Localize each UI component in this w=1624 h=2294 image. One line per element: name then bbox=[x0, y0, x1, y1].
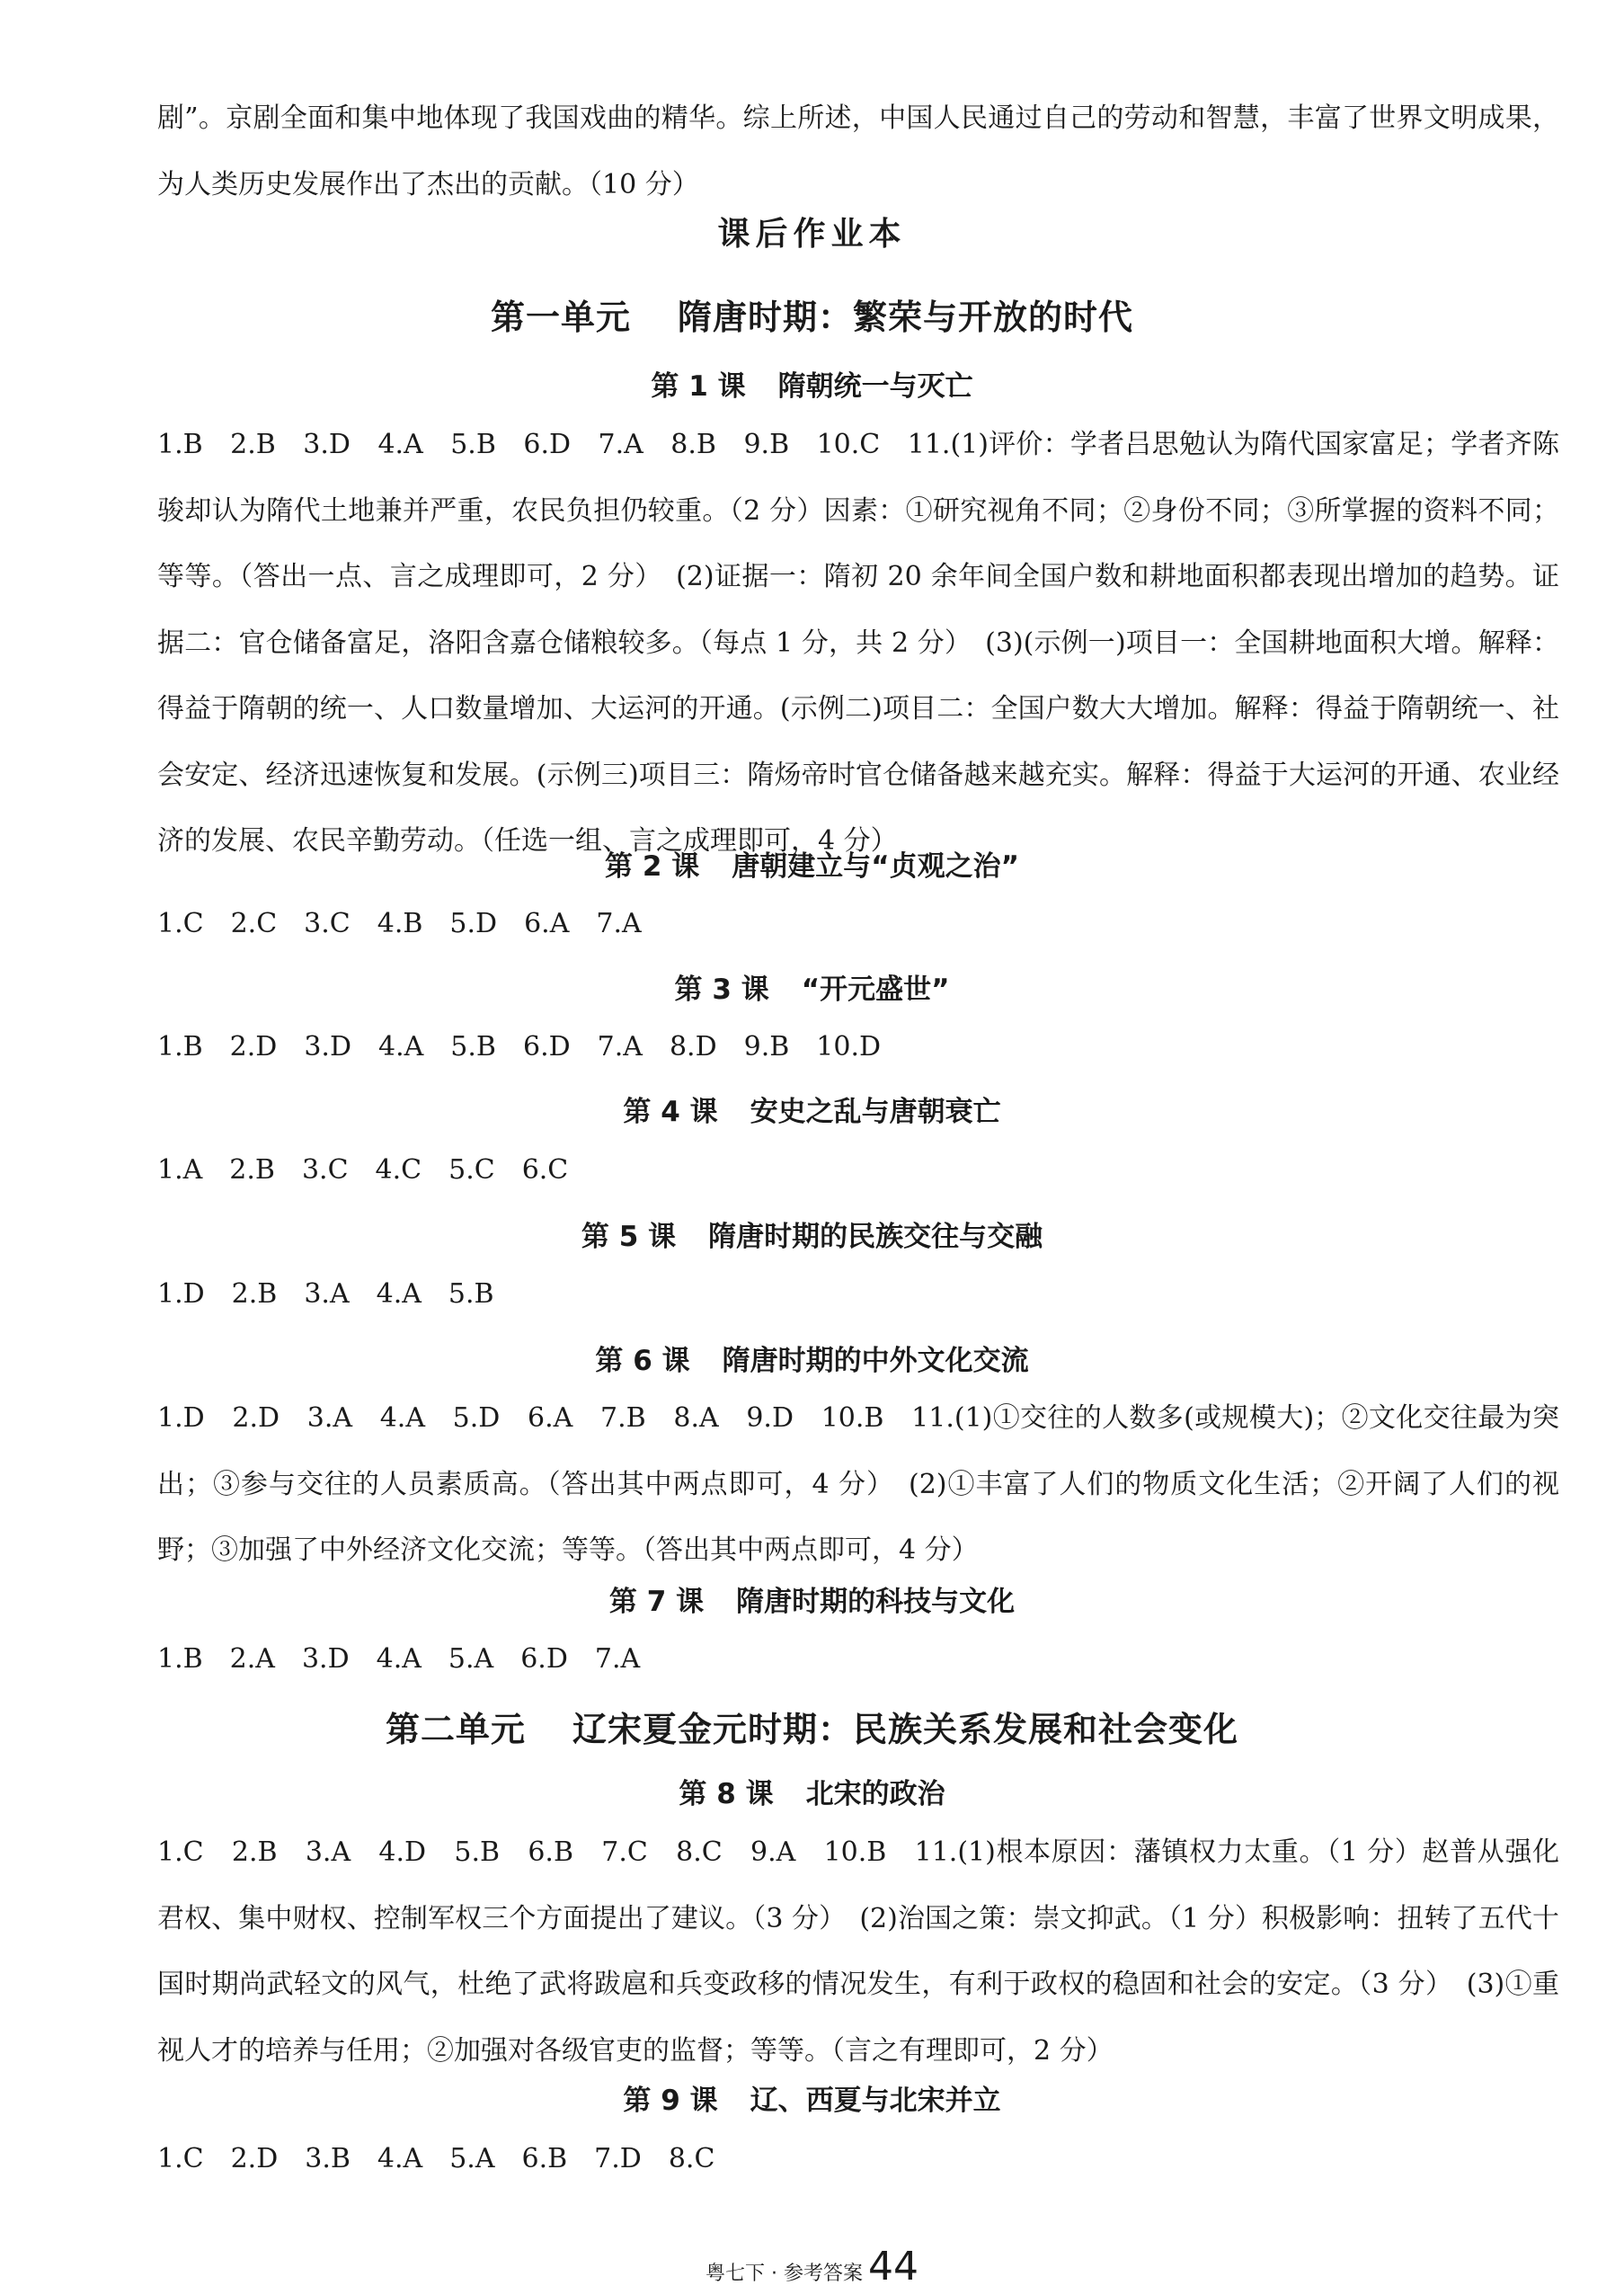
unit-2-title bbox=[0, 1702, 1624, 1751]
lesson-9-answers: 1.C 2.D 3.B 4.A 5.A 6.B 7.D 8.C bbox=[157, 2143, 715, 2174]
lesson-6-heading bbox=[0, 1338, 1624, 1378]
lesson-7-heading bbox=[0, 1578, 1624, 1619]
lesson-6-title: 隋唐时期的中外文化交流 bbox=[722, 1345, 1029, 1377]
lesson-6-number: 第 6 课 bbox=[595, 1345, 690, 1377]
lesson-5-title: 隋唐时期的民族交往与交融 bbox=[708, 1221, 1043, 1253]
lesson-8-answers: 1.C 2.B 3.A 4.D 5.B 6.B 7.C 8.C 9.A 10.B 11.(1)根本原因：藩镇权力太重。（1 分）赵普从强化君权、集中财权、控制军权三个方面提出了建议。（3 分） (2)治国之策：崇文抑武。（1 分）积极影响：扭转了五代十国时期尚武轻文的风气，杜绝了武将跋扈和兵变政移的情况发生，有利于政权的稳固和社会的安定。（3 分） (3)①重视人才的培养与任用；②加强对各级官吏的监督；等等。（言之有理即可，2 分） bbox=[157, 1836, 1559, 2067]
lesson-9-number: 第 9 课 bbox=[623, 2085, 718, 2117]
lesson-7-title: 隋唐时期的科技与文化 bbox=[736, 1586, 1016, 1618]
lesson-9-title: 辽、西夏与北宋并立 bbox=[750, 2085, 1001, 2117]
lesson-3-number: 第 3 课 bbox=[674, 974, 769, 1006]
lesson-1-number: 第 1 课 bbox=[651, 370, 746, 403]
lesson-3-answers: 1.B 2.D 3.D 4.A 5.B 6.D 7.A 8.D 9.B 10.D bbox=[157, 1031, 882, 1063]
lesson-4-heading bbox=[0, 1089, 1624, 1129]
lesson-8-heading bbox=[0, 1771, 1624, 1811]
page-footer bbox=[0, 2244, 1624, 2290]
lesson-1-heading bbox=[0, 363, 1624, 404]
intro-paragraph: 剧”。京剧全面和集中地体现了我国戏曲的精华。综上所述，中国人民通过自己的劳动和智慧，丰富了世界文明成果，为人类历史发展作出了杰出的贡献。（10 分） bbox=[157, 102, 1559, 200]
unit-1-prefix: 第一单元 bbox=[490, 298, 631, 337]
lesson-2-answers: 1.C 2.C 3.C 4.B 5.D 6.A 7.A bbox=[157, 908, 642, 939]
lesson-8-number: 第 8 课 bbox=[679, 1778, 774, 1810]
unit-2-name: 辽宋夏金元时期：民族关系发展和社会变化 bbox=[572, 1710, 1239, 1749]
lesson-1-answers: 1.B 2.B 3.D 4.A 5.B 6.D 7.A 8.B 9.B 10.C 11.(1)评价：学者吕思勉认为隋代国家富足；学者齐陈骏却认为隋代土地兼并严重，农民负担仍较重。（2 分）因素：①研究视角不同；②身份不同；③所掌握的资料不同；等等。（答出一点、言之成理即可，2 分） (2)证据一：隋初 20 余年间全国户数和耕地面积都表现出增加的趋势。证据二：官仓储备富足，洛阳含嘉仓储粮较多。（每点 1 分，共 2 分） (3)(示例一)项目一：全国耕地面积大增。解释：得益于隋朝的统一、人口数量增加、大运河的开通。(示例二)项目二：全国户数大大增加。解释：得益于隋朝统一、社会安定、经济迅速恢复和发展。(示例三)项目三：隋炀帝时官仓储备越来越充实。解释：得益于大运河的开通、农业经济的发展、农民辛勤劳动。（任选一组、言之成理即可，4 分） bbox=[157, 429, 1559, 857]
lesson-4-title: 安史之乱与唐朝衰亡 bbox=[750, 1096, 1001, 1128]
lesson-1-title: 隋朝统一与灭亡 bbox=[777, 370, 973, 403]
lesson-5-heading bbox=[0, 1214, 1624, 1254]
section-title: 课后作业本 bbox=[717, 216, 907, 253]
lesson-6-answers: 1.D 2.D 3.A 4.A 5.D 6.A 7.B 8.A 9.D 10.B 11.(1)①交往的人数多(或规模大)；②文化交往最为突出；③参与交往的人员素质高。（答出其中两点即可，4 分） (2)①丰富了人们的物质文化生活；②开阔了人们的视野；③加强了中外经济文化交流；等等。（答出其中两点即可，4 分） bbox=[157, 1402, 1559, 1566]
lesson-3-title: “开元盛世” bbox=[801, 974, 950, 1006]
lesson-5-answers: 1.D 2.B 3.A 4.A 5.B bbox=[157, 1278, 494, 1310]
unit-2-prefix: 第二单元 bbox=[385, 1710, 526, 1749]
lesson-3-heading bbox=[0, 966, 1624, 1007]
lesson-9-heading bbox=[0, 2077, 1624, 2118]
unit-1-name: 隋唐时期：繁荣与开放的时代 bbox=[678, 298, 1134, 337]
lesson-7-answers: 1.B 2.A 3.D 4.A 5.A 6.D 7.A bbox=[157, 1643, 641, 1675]
lesson-5-number: 第 5 课 bbox=[581, 1221, 677, 1253]
lesson-8-title: 北宋的政治 bbox=[805, 1778, 945, 1810]
lesson-7-number: 第 7 课 bbox=[608, 1586, 705, 1618]
lesson-4-number: 第 4 课 bbox=[623, 1096, 718, 1128]
lesson-2-title: 唐朝建立与“贞观之治” bbox=[732, 850, 1019, 883]
unit-1-title bbox=[0, 289, 1624, 339]
lesson-4-answers: 1.A 2.B 3.C 4.C 5.C 6.C bbox=[157, 1154, 569, 1186]
lesson-2-number: 第 2 课 bbox=[605, 850, 700, 883]
lesson-2-heading bbox=[0, 843, 1624, 884]
page-number: 44 bbox=[867, 2244, 918, 2290]
footer-label: 粤七下 · 参考答案 bbox=[706, 2263, 863, 2285]
